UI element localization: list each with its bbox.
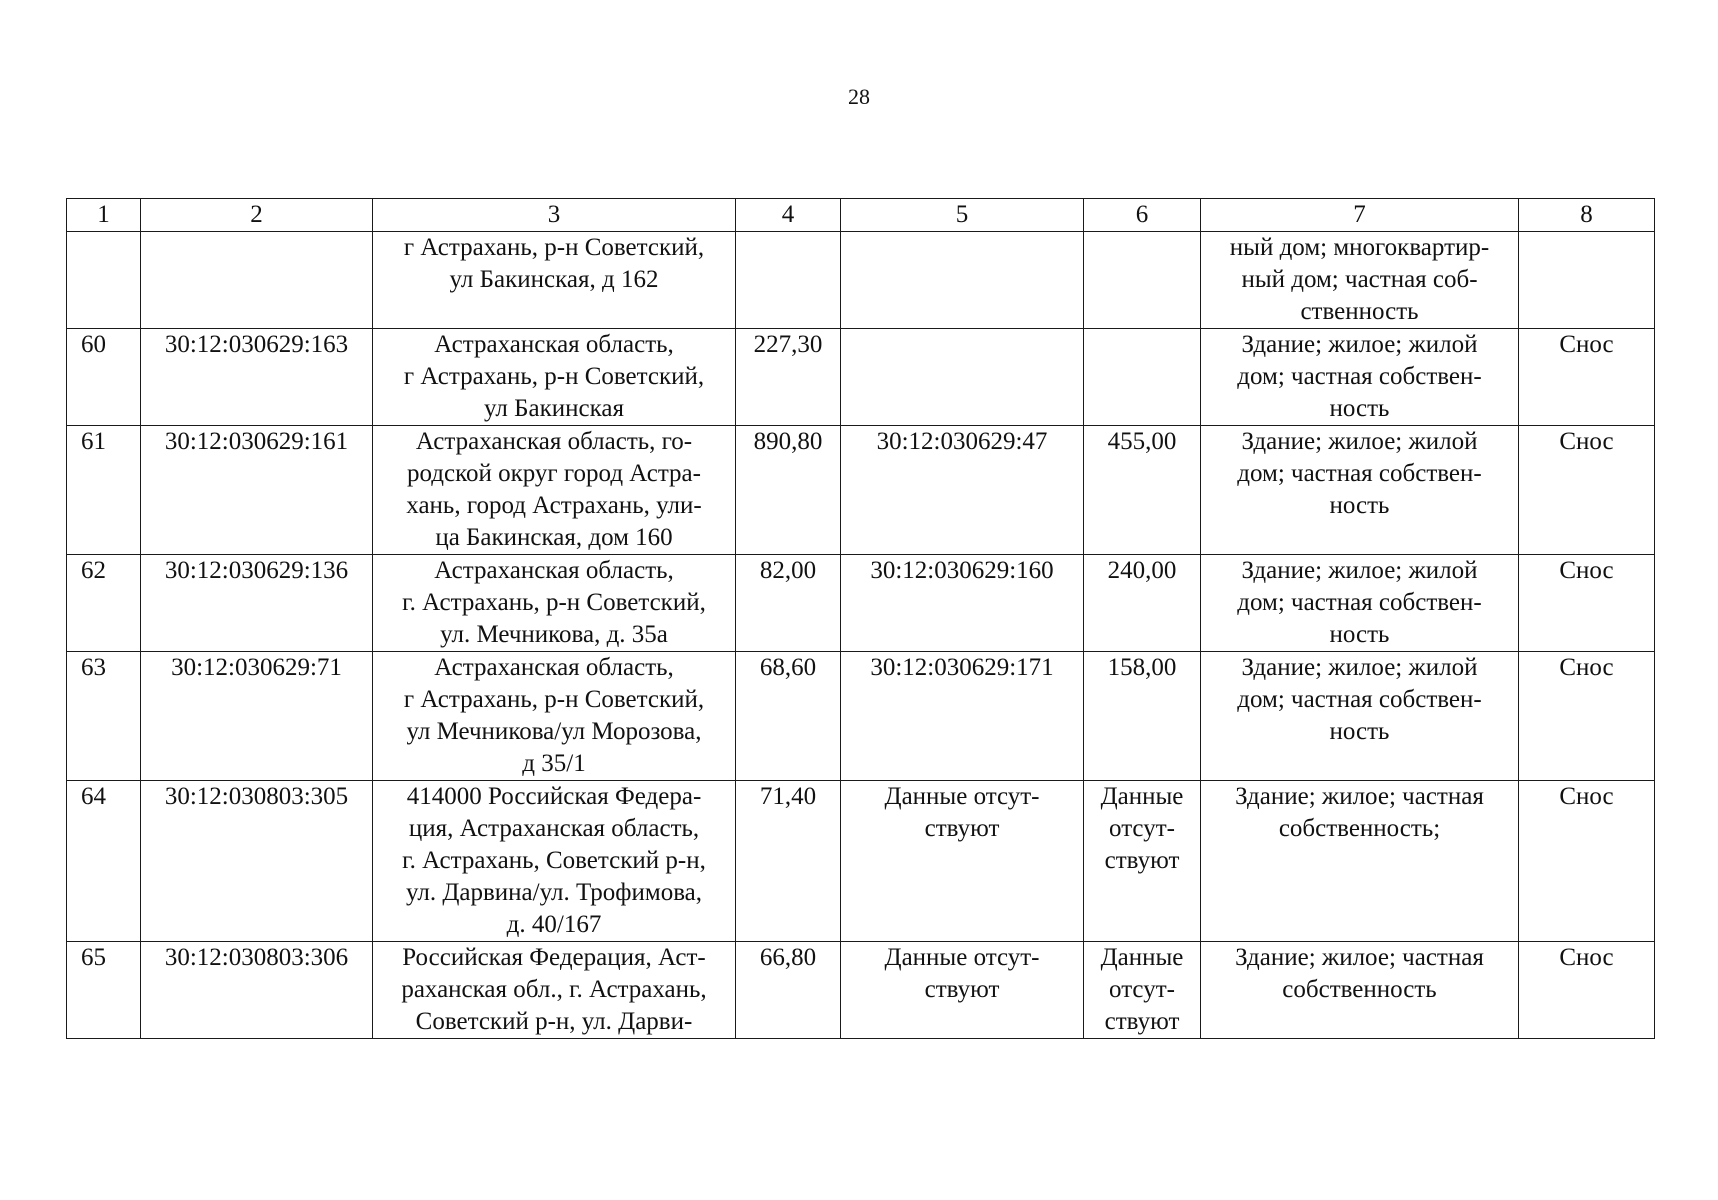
- object-type-cell-line: Здание; жилое; жилой: [1241, 428, 1478, 455]
- address-cell-line: ул Бакинская, д 162: [449, 266, 659, 293]
- row-number-cell: [67, 942, 141, 1039]
- column-header: 2: [141, 199, 373, 232]
- cadastral-number-cell-text: 30:12:030629:163: [164, 331, 349, 358]
- table-row: [67, 781, 1655, 942]
- land-cadastral-cell-line: Данные отсут-: [884, 944, 1040, 971]
- row-number-cell-text: 63: [81, 654, 106, 681]
- address-cell-line: г Астрахань, р-н Советский,: [403, 686, 705, 713]
- action-cell-text: Снос: [1559, 654, 1614, 681]
- area-cell-text: 68,60: [759, 654, 817, 681]
- address-cell-line: Астраханская область,: [434, 654, 674, 681]
- area-cell: [736, 781, 841, 942]
- row-number-cell: [67, 652, 141, 781]
- action-cell: [1519, 942, 1655, 1039]
- cadastral-number-cell: [141, 232, 373, 329]
- land-area-cell-line: Данные: [1100, 944, 1184, 971]
- object-type-cell: [1201, 942, 1519, 1039]
- column-header: 8: [1519, 199, 1655, 232]
- object-type-cell: [1201, 329, 1519, 426]
- row-number-cell: [67, 555, 141, 652]
- land-cadastral-cell: [841, 942, 1084, 1039]
- page-number: 28: [848, 84, 870, 109]
- land-cadastral-cell-line: 30:12:030629:47: [876, 428, 1048, 455]
- table-body: [67, 232, 1655, 1039]
- address-cell-line: г Астрахань, р-н Советский,: [403, 234, 705, 261]
- area-cell: [736, 426, 841, 555]
- address-cell-line: Советский р-н, ул. Дарви-: [415, 1008, 693, 1035]
- area-cell: [736, 329, 841, 426]
- area-cell: [736, 942, 841, 1039]
- land-area-cell: [1084, 942, 1201, 1039]
- land-cadastral-cell: [841, 781, 1084, 942]
- table-row: [67, 426, 1655, 555]
- column-header: 1: [67, 199, 141, 232]
- land-area-cell: [1084, 232, 1201, 329]
- address-cell: [373, 555, 736, 652]
- row-number-cell-text: 62: [81, 557, 106, 584]
- area-cell: [736, 232, 841, 329]
- land-area-cell-line: Данные: [1100, 783, 1184, 810]
- land-area-cell: [1084, 652, 1201, 781]
- land-cadastral-cell: [841, 426, 1084, 555]
- address-cell: [373, 329, 736, 426]
- object-type-cell-line: дом; частная собствен-: [1237, 363, 1482, 390]
- area-cell-text: 66,80: [759, 944, 817, 971]
- cadastral-number-cell-text: 30:12:030803:306: [164, 944, 349, 971]
- continuation-row: [67, 232, 1655, 329]
- address-cell-line: ул. Дарвина/ул. Трофимова,: [405, 879, 703, 906]
- object-type-cell-line: Здание; жилое; частная: [1235, 783, 1484, 810]
- land-area-cell-line: отсут-: [1109, 815, 1175, 842]
- row-number-cell-text: 60: [81, 331, 106, 358]
- object-type-cell: [1201, 555, 1519, 652]
- object-type-cell-line: Здание; жилое; жилой: [1241, 557, 1478, 584]
- land-cadastral-cell-line: ствуют: [924, 815, 1000, 842]
- address-cell: [373, 781, 736, 942]
- address-cell: [373, 426, 736, 555]
- address-cell-line: Астраханская область,: [434, 331, 674, 358]
- object-type-cell: [1201, 426, 1519, 555]
- object-type-cell-line: дом; частная собствен-: [1237, 686, 1482, 713]
- action-cell: [1519, 329, 1655, 426]
- action-cell-text: Снос: [1559, 783, 1614, 810]
- address-cell-line: д. 40/167: [506, 911, 602, 938]
- action-cell-text: Снос: [1559, 331, 1614, 358]
- area-cell: [736, 555, 841, 652]
- row-number-cell-text: 64: [81, 783, 106, 810]
- cadastral-number-cell-text: 30:12:030803:305: [164, 783, 349, 810]
- column-header: 6: [1084, 199, 1201, 232]
- land-cadastral-cell: [841, 555, 1084, 652]
- action-cell: [1519, 781, 1655, 942]
- address-cell-line: ул Мечникова/ул Морозова,: [406, 718, 702, 745]
- address-cell-line: г. Астрахань, р-н Советский,: [402, 589, 706, 616]
- address-cell-line: Российская Федерация, Аст-: [402, 944, 706, 971]
- address-cell-line: ца Бакинская, дом 160: [435, 524, 673, 551]
- address-cell: [373, 652, 736, 781]
- object-type-cell-line: Здание; жилое; жилой: [1241, 331, 1478, 358]
- object-type-cell-line: ность: [1329, 492, 1390, 519]
- action-cell-text: Снос: [1559, 428, 1614, 455]
- row-number-cell-text: 61: [81, 428, 106, 455]
- action-cell: [1519, 652, 1655, 781]
- address-cell-line: раханская обл., г. Астрахань,: [401, 976, 707, 1003]
- object-type-cell: [1201, 652, 1519, 781]
- land-cadastral-cell-line: ствуют: [924, 976, 1000, 1003]
- table-row: [67, 555, 1655, 652]
- area-cell-text: 82,00: [759, 557, 817, 584]
- land-area-cell: [1084, 555, 1201, 652]
- address-cell-line: Астраханская область,: [434, 557, 674, 584]
- object-type-cell: [1201, 232, 1519, 329]
- object-type-cell: [1201, 781, 1519, 942]
- land-cadastral-cell: [841, 232, 1084, 329]
- table-row: [67, 652, 1655, 781]
- column-header: 3: [373, 199, 736, 232]
- cadastral-number-cell: [141, 652, 373, 781]
- address-cell: [373, 232, 736, 329]
- land-area-cell-line: 240,00: [1107, 557, 1177, 584]
- action-cell-text: Снос: [1559, 944, 1614, 971]
- land-cadastral-cell-line: Данные отсут-: [884, 783, 1040, 810]
- land-area-cell-line: ствуют: [1104, 1008, 1180, 1035]
- land-area-cell: [1084, 329, 1201, 426]
- row-number-cell: [67, 426, 141, 555]
- land-cadastral-cell: [841, 652, 1084, 781]
- property-table: [66, 198, 1655, 1039]
- table-row: [67, 942, 1655, 1039]
- cadastral-number-cell-text: 30:12:030629:136: [164, 557, 349, 584]
- area-cell-text: 890,80: [753, 428, 823, 455]
- action-cell-text: Снос: [1559, 557, 1614, 584]
- object-type-cell-line: дом; частная собствен-: [1237, 589, 1482, 616]
- object-type-cell-line: ный дом; частная соб-: [1241, 266, 1478, 293]
- cadastral-number-cell: [141, 555, 373, 652]
- land-cadastral-cell-line: 30:12:030629:171: [870, 654, 1054, 681]
- area-cell-text: 227,30: [753, 331, 823, 358]
- action-cell: [1519, 555, 1655, 652]
- cadastral-number-cell-text: 30:12:030629:161: [164, 428, 349, 455]
- address-cell-line: родской округ город Астра-: [407, 460, 701, 487]
- land-area-cell-line: 158,00: [1107, 654, 1177, 681]
- land-cadastral-cell-line: 30:12:030629:160: [870, 557, 1054, 584]
- object-type-cell-line: дом; частная собствен-: [1237, 460, 1482, 487]
- row-number-cell: [67, 781, 141, 942]
- address-cell-line: Астраханская область, го-: [415, 428, 693, 455]
- column-header: 4: [736, 199, 841, 232]
- object-type-cell-line: Здание; жилое; жилой: [1241, 654, 1478, 681]
- land-cadastral-cell: [841, 329, 1084, 426]
- object-type-cell-line: ность: [1329, 621, 1390, 648]
- column-header: 5: [841, 199, 1084, 232]
- cadastral-number-cell: [141, 781, 373, 942]
- action-cell: [1519, 232, 1655, 329]
- address-cell-line: 414000 Российская Федера-: [406, 783, 702, 810]
- table-header-row: [67, 199, 1655, 232]
- row-number-cell: [67, 329, 141, 426]
- object-type-cell-line: ственность: [1300, 298, 1419, 325]
- address-cell-line: г. Астрахань, Советский р-н,: [402, 847, 706, 874]
- land-area-cell: [1084, 781, 1201, 942]
- column-header: 7: [1201, 199, 1519, 232]
- table-row: [67, 329, 1655, 426]
- address-cell-line: ция, Астраханская область,: [408, 815, 700, 842]
- object-type-cell-line: собственность;: [1278, 815, 1441, 842]
- address-cell-line: д 35/1: [522, 750, 586, 777]
- address-cell-line: хань, город Астрахань, ули-: [406, 492, 702, 519]
- object-type-cell-line: Здание; жилое; частная: [1235, 944, 1484, 971]
- area-cell-text: 71,40: [759, 783, 817, 810]
- address-cell: [373, 942, 736, 1039]
- object-type-cell-line: ность: [1329, 718, 1390, 745]
- land-area-cell-line: 455,00: [1107, 428, 1177, 455]
- land-area-cell-line: отсут-: [1109, 976, 1175, 1003]
- area-cell: [736, 652, 841, 781]
- cadastral-number-cell: [141, 329, 373, 426]
- address-cell-line: г Астрахань, р-н Советский,: [403, 363, 705, 390]
- cadastral-number-cell: [141, 426, 373, 555]
- land-area-cell: [1084, 426, 1201, 555]
- row-number-cell-text: 65: [81, 944, 106, 971]
- object-type-cell-line: ность: [1329, 395, 1390, 422]
- action-cell: [1519, 426, 1655, 555]
- land-area-cell-line: ствуют: [1104, 847, 1180, 874]
- cadastral-number-cell-text: 30:12:030629:71: [171, 654, 342, 681]
- object-type-cell-line: собственность: [1282, 976, 1437, 1003]
- address-cell-line: ул Бакинская: [484, 395, 624, 422]
- cadastral-number-cell: [141, 942, 373, 1039]
- row-number-cell: [67, 232, 141, 329]
- address-cell-line: ул. Мечникова, д. 35а: [440, 621, 668, 648]
- object-type-cell-line: ный дом; многоквартир-: [1229, 234, 1490, 261]
